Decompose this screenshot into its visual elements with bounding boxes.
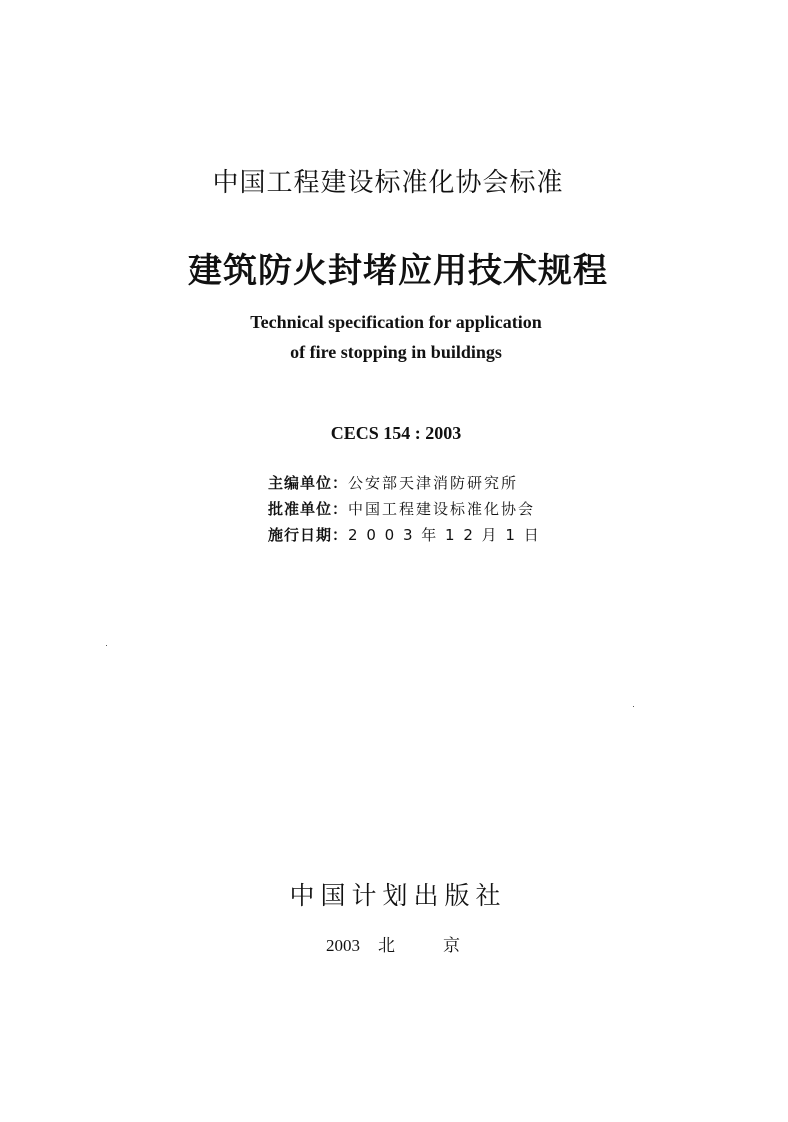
approver-row [268,498,541,524]
publication-city: 北京 [378,936,508,956]
title-english-line-1: Technical specification for application [250,312,542,332]
standard-info-block [268,472,541,550]
standard-code: CECS 154 : 2003 [330,423,462,443]
effective-date-value: 2 0 0 3 年 1 2 月 1 日 [348,526,541,544]
effective-date-row [268,524,541,550]
effective-date-label: 施行日期： [268,526,349,544]
publication-place-year [326,931,508,956]
approver-value: 中国工程建设标准化协会 [348,500,536,518]
title-english-line-2: of fire stopping in buildings [290,342,502,362]
publication-year: 2003 [326,936,360,955]
approver-label: 批准单位： [268,500,349,518]
editor-row [268,472,541,498]
scan-speck [106,645,107,646]
standard-series-heading: 中国工程建设标准化协会标准 [212,168,564,198]
scan-speck [633,706,634,707]
editor-value: 公安部天津消防研究所 [348,474,519,492]
publisher-name: 中国计划出版社 [289,881,507,910]
title-chinese: 建筑防火封堵应用技术规程 [188,251,608,291]
editor-label: 主编单位： [268,474,349,492]
